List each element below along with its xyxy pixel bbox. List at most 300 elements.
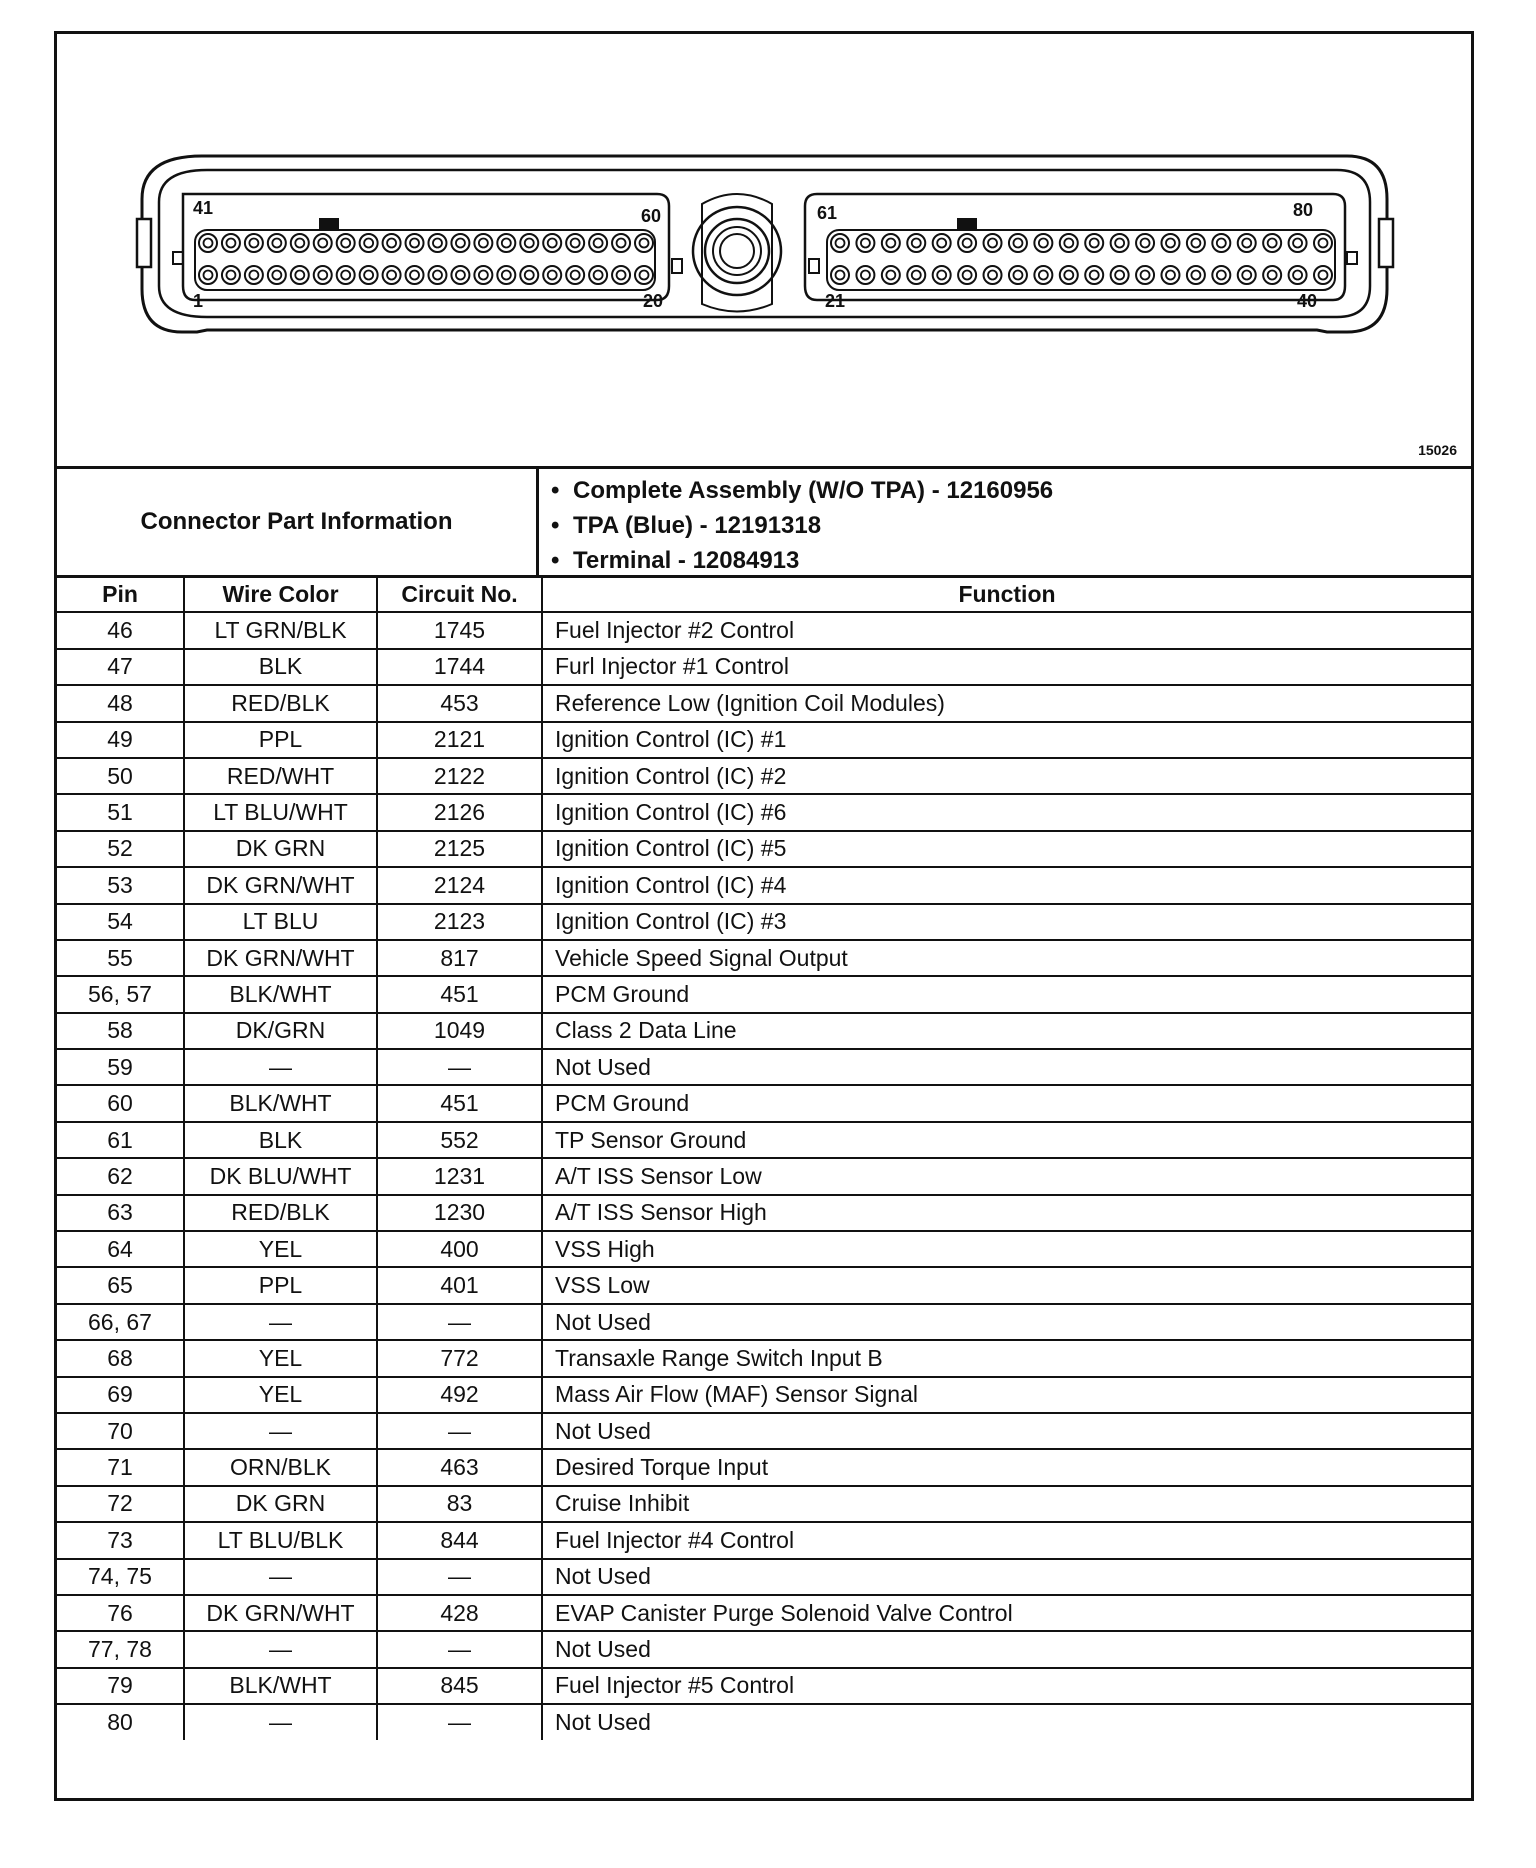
circuit-cell: 2121 (377, 722, 542, 758)
pin-cavity-center (963, 239, 972, 248)
header-function: Function (542, 576, 1471, 612)
pin-cavity (520, 234, 538, 252)
pin-cavity (1314, 266, 1332, 284)
pin-cavity (566, 234, 584, 252)
wire-color-cell: PPL (184, 722, 377, 758)
pin-cavity-center (548, 239, 557, 248)
wire-color-cell: — (184, 1304, 377, 1340)
pin-cavity (1085, 234, 1103, 252)
pin-cavity-center (937, 271, 946, 280)
circuit-cell: 1745 (377, 612, 542, 648)
pin-cavity (543, 266, 561, 284)
pin-cavity (831, 234, 849, 252)
pin-cavity-center (249, 239, 258, 248)
table-row (57, 1449, 1471, 1485)
function-cell: A/T ISS Sensor High (542, 1195, 1471, 1231)
pin-cavity (1161, 266, 1179, 284)
pin-label-40: 40 (1297, 291, 1318, 311)
pin-cavity (1263, 234, 1281, 252)
left-pin-block (195, 230, 655, 290)
pin-cavity-center (1319, 271, 1328, 280)
pin-cell: 77, 78 (57, 1631, 184, 1667)
pin-cavity-center (341, 239, 350, 248)
table-row (57, 1158, 1471, 1194)
pin-cavity-center (1191, 239, 1200, 248)
header-wire-color: Wire Color (184, 576, 377, 612)
pin-cavity (291, 234, 309, 252)
pin-cavity (474, 266, 492, 284)
pin-cavity (882, 266, 900, 284)
table-row (57, 831, 1471, 867)
circuit-cell: 2124 (377, 867, 542, 903)
wire-color-cell: YEL (184, 1340, 377, 1376)
pin-cavity (406, 234, 424, 252)
table-row (57, 867, 1471, 903)
pin-cavity-center (1217, 239, 1226, 248)
pin-cavity (543, 234, 561, 252)
pin-cavity (1289, 266, 1307, 284)
pin-cavity (383, 234, 401, 252)
pin-cavity-center (295, 239, 304, 248)
function-cell: Furl Injector #1 Control (542, 649, 1471, 685)
pin-cavity-center (836, 271, 845, 280)
pin-cavity-center (1242, 271, 1251, 280)
function-cell: VSS High (542, 1231, 1471, 1267)
pin-cell: 73 (57, 1522, 184, 1558)
table-row (57, 1522, 1471, 1558)
pin-cavity-center (318, 271, 327, 280)
pin-cavity (199, 266, 217, 284)
pin-cavity-center (912, 239, 921, 248)
connector-info-item: • TPA (Blue) - 12191318 (551, 508, 1053, 543)
table-row (57, 1049, 1471, 1085)
circuit-cell: 453 (377, 685, 542, 721)
pin-cell: 66, 67 (57, 1304, 184, 1340)
right-side-mark (809, 259, 819, 273)
pin-cavity-center (433, 239, 442, 248)
pin-cavity (451, 266, 469, 284)
pin-cavity-center (1115, 239, 1124, 248)
pin-cell: 76 (57, 1595, 184, 1631)
pin-cavity (222, 234, 240, 252)
pin-cavity-center (861, 271, 870, 280)
pin-cavity-center (617, 271, 626, 280)
function-cell: Desired Torque Input (542, 1449, 1471, 1485)
pin-label-1: 1 (193, 291, 204, 311)
function-cell: Not Used (542, 1631, 1471, 1667)
pin-cavity (383, 266, 401, 284)
pin-cell: 80 (57, 1704, 184, 1739)
left-latch (137, 219, 151, 267)
table-row (57, 904, 1471, 940)
circuit-cell: 2126 (377, 794, 542, 830)
table-row (57, 1377, 1471, 1413)
pin-cavity (612, 266, 630, 284)
function-cell: Fuel Injector #5 Control (542, 1668, 1471, 1704)
pin-cell: 58 (57, 1013, 184, 1049)
pin-cavity (360, 234, 378, 252)
pin-cavity (933, 266, 951, 284)
pin-cavity (882, 234, 900, 252)
pin-cavity (1161, 234, 1179, 252)
function-cell: Ignition Control (IC) #5 (542, 831, 1471, 867)
pin-cavity (1034, 266, 1052, 284)
table-row (57, 1304, 1471, 1340)
pin-cavity (314, 234, 332, 252)
pin-cavity-center (594, 239, 603, 248)
function-cell: Ignition Control (IC) #6 (542, 794, 1471, 830)
pin-cavity (337, 266, 355, 284)
table-row (57, 1668, 1471, 1704)
circuit-cell: — (377, 1413, 542, 1449)
circuit-cell: 2122 (377, 758, 542, 794)
function-cell: Ignition Control (IC) #2 (542, 758, 1471, 794)
wire-color-cell: DK GRN (184, 1486, 377, 1522)
connector-figure (57, 34, 1471, 469)
circuit-cell: 844 (377, 1522, 542, 1558)
wire-color-cell: YEL (184, 1231, 377, 1267)
pin-cavity (520, 266, 538, 284)
connector-info-item: • Terminal - 12084913 (551, 543, 1053, 578)
pin-cavity (856, 234, 874, 252)
function-cell: Not Used (542, 1559, 1471, 1595)
wire-color-cell: LT GRN/BLK (184, 612, 377, 648)
pin-label-60: 60 (641, 206, 662, 226)
pin-cavity-center (1141, 271, 1150, 280)
function-cell: Mass Air Flow (MAF) Sensor Signal (542, 1377, 1471, 1413)
pin-cell: 51 (57, 794, 184, 830)
pin-cavity-center (1013, 239, 1022, 248)
circuit-cell: 451 (377, 976, 542, 1012)
pin-cavity-center (387, 271, 396, 280)
pin-cavity (566, 266, 584, 284)
pin-cavity-center (861, 239, 870, 248)
pin-cavity (1238, 266, 1256, 284)
pin-cell: 54 (57, 904, 184, 940)
function-cell: Ignition Control (IC) #3 (542, 904, 1471, 940)
left-pin-cavities (199, 234, 653, 284)
pin-cell: 68 (57, 1340, 184, 1376)
pin-cell: 46 (57, 612, 184, 648)
circuit-cell: — (377, 1559, 542, 1595)
table-header-row (57, 576, 1471, 612)
wire-color-cell: DK/GRN (184, 1013, 377, 1049)
pin-cavity (497, 234, 515, 252)
table-row (57, 1704, 1471, 1739)
header-pin: Pin (57, 576, 184, 612)
pin-cell: 50 (57, 758, 184, 794)
pin-cavity (907, 266, 925, 284)
table-row (57, 1013, 1471, 1049)
pin-cavity-center (886, 271, 895, 280)
pin-cavity-center (525, 239, 534, 248)
pin-cavity (497, 266, 515, 284)
wire-color-cell: DK GRN/WHT (184, 1595, 377, 1631)
pin-cavity-center (1191, 271, 1200, 280)
function-cell: Ignition Control (IC) #4 (542, 867, 1471, 903)
pin-cavity-center (364, 271, 373, 280)
pin-cell: 65 (57, 1267, 184, 1303)
pin-cavity-center (963, 271, 972, 280)
table-row (57, 1559, 1471, 1595)
wire-color-cell: — (184, 1049, 377, 1085)
pin-cavity (1009, 234, 1027, 252)
header-circuit-no: Circuit No. (377, 576, 542, 612)
wire-color-cell: DK BLU/WHT (184, 1158, 377, 1194)
pin-cavity (474, 234, 492, 252)
pin-cell: 70 (57, 1413, 184, 1449)
pin-cavity (291, 266, 309, 284)
pinout-rows (57, 612, 1471, 1739)
circuit-cell: — (377, 1049, 542, 1085)
pin-cavity (958, 234, 976, 252)
pin-cavity (635, 234, 653, 252)
pin-cavity (589, 234, 607, 252)
circuit-cell: 772 (377, 1340, 542, 1376)
circuit-cell: 845 (377, 1668, 542, 1704)
pin-cell: 48 (57, 685, 184, 721)
pin-cavity (984, 266, 1002, 284)
pin-label-80: 80 (1293, 200, 1314, 220)
pin-cavity-center (1115, 271, 1124, 280)
table-row (57, 1595, 1471, 1631)
table-row (57, 722, 1471, 758)
function-cell: Not Used (542, 1049, 1471, 1085)
pin-cavity-center (988, 271, 997, 280)
circuit-cell: 451 (377, 1085, 542, 1121)
pin-cavity-center (1039, 239, 1048, 248)
connector-info-item: • Complete Assembly (W/O TPA) - 12160956 (551, 473, 1053, 508)
table-row (57, 794, 1471, 830)
pin-cell: 72 (57, 1486, 184, 1522)
circuit-cell: 817 (377, 940, 542, 976)
pin-cavity-center (617, 239, 626, 248)
circuit-cell: 428 (377, 1595, 542, 1631)
wire-color-cell: BLK (184, 1122, 377, 1158)
pin-cavity-center (341, 271, 350, 280)
table-row (57, 1486, 1471, 1522)
pin-cavity-center (479, 239, 488, 248)
pin-cavity (933, 234, 951, 252)
pin-cavity-center (571, 271, 580, 280)
pin-cavity (428, 234, 446, 252)
function-cell: TP Sensor Ground (542, 1122, 1471, 1158)
circuit-cell: 552 (377, 1122, 542, 1158)
function-cell: Ignition Control (IC) #1 (542, 722, 1471, 758)
pin-cell: 64 (57, 1231, 184, 1267)
circuit-cell: — (377, 1304, 542, 1340)
pin-cavity (406, 266, 424, 284)
pin-cavity-center (1141, 239, 1150, 248)
pinout-table (57, 575, 1471, 1740)
pin-cavity-center (456, 271, 465, 280)
pin-cavity-center (571, 239, 580, 248)
table-row (57, 612, 1471, 648)
function-cell: A/T ISS Sensor Low (542, 1158, 1471, 1194)
pin-cavity-center (594, 271, 603, 280)
pin-cell: 56, 57 (57, 976, 184, 1012)
circuit-cell: 83 (377, 1486, 542, 1522)
pin-cavity-center (502, 239, 511, 248)
wire-color-cell: LT BLU/BLK (184, 1522, 377, 1558)
left-tab (173, 252, 183, 264)
right-pin-cavities (831, 234, 1332, 284)
pin-cavity-center (1293, 271, 1302, 280)
wire-color-cell: DK GRN/WHT (184, 867, 377, 903)
pin-cavity (1060, 266, 1078, 284)
pin-cavity (268, 234, 286, 252)
function-cell: EVAP Canister Purge Solenoid Valve Control (542, 1595, 1471, 1631)
pin-cell: 55 (57, 940, 184, 976)
pin-cavity-center (1319, 239, 1328, 248)
pin-cavity-center (1166, 271, 1175, 280)
pin-cavity-center (1242, 239, 1251, 248)
pin-cavity (1060, 234, 1078, 252)
wire-color-cell: RED/BLK (184, 1195, 377, 1231)
center-bolt (693, 194, 781, 312)
pin-cavity-center (1064, 271, 1073, 280)
pin-cavity (451, 234, 469, 252)
pin-cavity-center (226, 271, 235, 280)
right-key (957, 218, 977, 230)
table-row (57, 1195, 1471, 1231)
pin-cavity-center (204, 239, 213, 248)
wire-color-cell: DK GRN/WHT (184, 940, 377, 976)
wire-color-cell: LT BLU (184, 904, 377, 940)
function-cell: VSS Low (542, 1267, 1471, 1303)
pin-cell: 61 (57, 1122, 184, 1158)
pin-cavity (1314, 234, 1332, 252)
pin-cavity (1034, 234, 1052, 252)
wire-color-cell: BLK/WHT (184, 1668, 377, 1704)
pin-cavity-center (912, 271, 921, 280)
pin-cavity (1263, 266, 1281, 284)
function-cell: Not Used (542, 1413, 1471, 1449)
pin-label-61: 61 (817, 203, 838, 223)
pin-cavity-center (1090, 271, 1099, 280)
pin-cavity (1111, 266, 1129, 284)
function-cell: Not Used (542, 1304, 1471, 1340)
pin-cavity (1187, 234, 1205, 252)
pin-cavity-center (1166, 239, 1175, 248)
table-row (57, 649, 1471, 685)
pin-cavity-center (295, 271, 304, 280)
circuit-cell: 1049 (377, 1013, 542, 1049)
pin-cavity-center (502, 271, 511, 280)
pin-cavity-center (364, 239, 373, 248)
wire-color-cell: — (184, 1631, 377, 1667)
pin-cell: 62 (57, 1158, 184, 1194)
pin-cell: 71 (57, 1449, 184, 1485)
pin-label-20: 20 (643, 291, 664, 311)
connector-info-title: Connector Part Information (57, 469, 539, 575)
pin-cavity-center (1217, 271, 1226, 280)
circuit-cell: — (377, 1704, 542, 1739)
pin-cavity (612, 234, 630, 252)
pin-cavity-center (988, 239, 997, 248)
pin-cavity (337, 234, 355, 252)
pin-cavity (428, 266, 446, 284)
pin-cavity-center (548, 271, 557, 280)
pin-cavity (1136, 234, 1154, 252)
pin-cell: 59 (57, 1049, 184, 1085)
function-cell: PCM Ground (542, 1085, 1471, 1121)
table-row (57, 976, 1471, 1012)
table-row (57, 1267, 1471, 1303)
pin-cell: 63 (57, 1195, 184, 1231)
pin-cavity (635, 266, 653, 284)
pin-cavity-center (937, 239, 946, 248)
pin-cell: 60 (57, 1085, 184, 1121)
table-row (57, 940, 1471, 976)
pin-cavity (1009, 266, 1027, 284)
pin-label-41: 41 (193, 198, 214, 218)
circuit-cell: 463 (377, 1449, 542, 1485)
pin-cavity (1111, 234, 1129, 252)
connector-part-information (57, 469, 1471, 578)
pin-cavity (1238, 234, 1256, 252)
left-side-mark (672, 259, 682, 273)
function-cell: PCM Ground (542, 976, 1471, 1012)
function-cell: Class 2 Data Line (542, 1013, 1471, 1049)
pin-cavity-center (886, 239, 895, 248)
wire-color-cell: — (184, 1704, 377, 1739)
pin-cavity (314, 266, 332, 284)
pin-cavity-center (204, 271, 213, 280)
table-row (57, 1085, 1471, 1121)
pin-cell: 74, 75 (57, 1559, 184, 1595)
pin-cavity (222, 266, 240, 284)
table-row (57, 1122, 1471, 1158)
wire-color-cell: LT BLU/WHT (184, 794, 377, 830)
pin-cavity (1085, 266, 1103, 284)
circuit-cell: 2123 (377, 904, 542, 940)
pin-cavity-center (479, 271, 488, 280)
pin-cavity-center (525, 271, 534, 280)
pin-cavity-center (1013, 271, 1022, 280)
pin-cell: 49 (57, 722, 184, 758)
pin-cavity-center (272, 239, 281, 248)
pin-cell: 69 (57, 1377, 184, 1413)
right-latch (1379, 219, 1393, 267)
wire-color-cell: RED/BLK (184, 685, 377, 721)
pin-cavity (1212, 234, 1230, 252)
function-cell: Fuel Injector #4 Control (542, 1522, 1471, 1558)
connector-info-list (551, 473, 1053, 578)
pin-cavity-center (410, 239, 419, 248)
pin-cavity (245, 234, 263, 252)
left-key (319, 218, 339, 230)
circuit-cell: 2125 (377, 831, 542, 867)
table-row (57, 758, 1471, 794)
pin-cavity-center (1268, 271, 1277, 280)
pin-cavity-center (1064, 239, 1073, 248)
pinout-sheet (54, 31, 1474, 1801)
circuit-cell: 1230 (377, 1195, 542, 1231)
right-pin-block (827, 230, 1335, 290)
pin-cavity (856, 266, 874, 284)
wire-color-cell: PPL (184, 1267, 377, 1303)
pin-cavity (268, 266, 286, 284)
function-cell: Reference Low (Ignition Coil Modules) (542, 685, 1471, 721)
wire-color-cell: — (184, 1559, 377, 1595)
wire-color-cell: BLK/WHT (184, 1085, 377, 1121)
circuit-cell: — (377, 1631, 542, 1667)
figure-number: 15026 (1418, 442, 1457, 458)
pin-cavity (1212, 266, 1230, 284)
pin-cavity-center (226, 239, 235, 248)
pin-cavity-center (1090, 239, 1099, 248)
